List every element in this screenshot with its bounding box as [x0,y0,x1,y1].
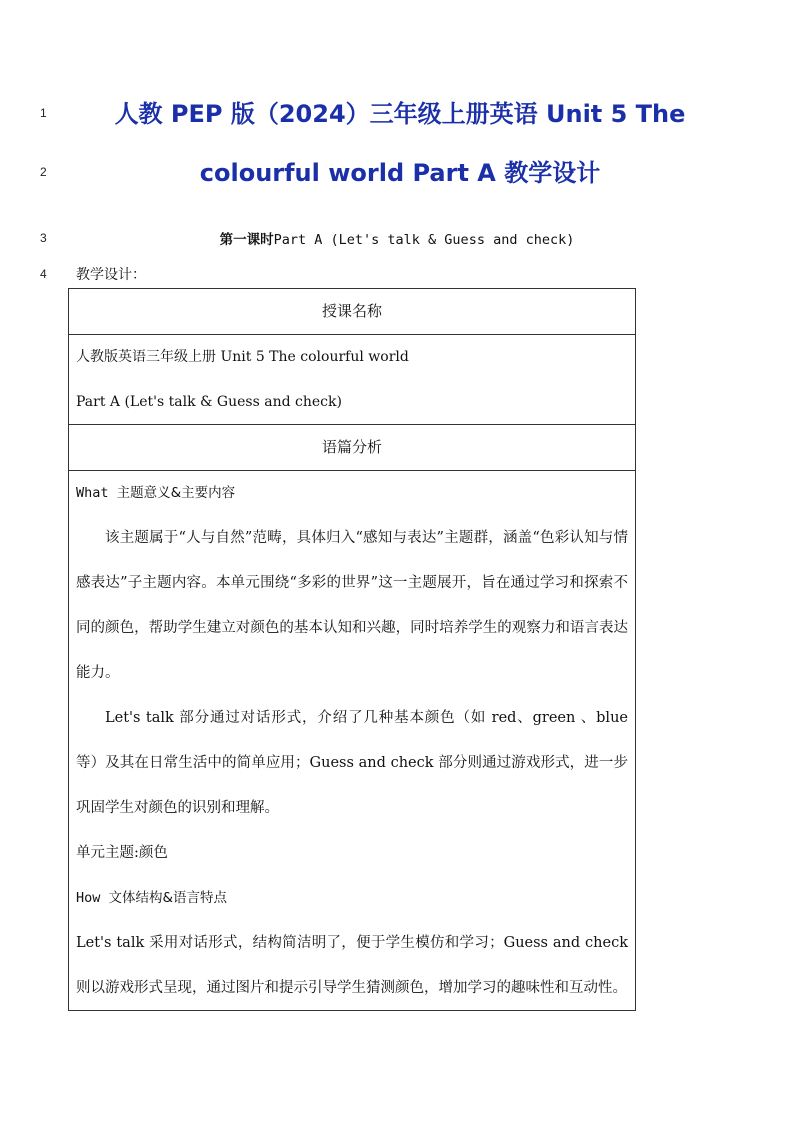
line-number: 1 [40,106,47,120]
text-analysis-cell [69,471,635,1011]
lesson-part: Part A (Let's talk & Guess and check) [273,232,575,248]
unit-theme: 单元主题:颜色 [76,845,168,861]
how-heading [76,876,628,921]
how-heading-zh: 文体结构&语言特点 [108,890,228,906]
what-heading-zh: 主题意义&主要内容 [116,485,236,501]
design-label: 教学设计： [76,267,146,283]
course-name-line-2: Part A (Let's talk & Guess and check) [76,394,342,410]
text-analysis-header: 语篇分析 [69,425,635,471]
course-name-cell [69,335,635,425]
line-number: 3 [40,231,47,245]
document-title-line-2: colourful world Part A 教学设计 [199,159,601,187]
line-number: 4 [40,267,47,281]
lesson-plan-table [68,288,636,1011]
lesson-subtitle [90,228,704,248]
theme-paragraph: 该主题属于“人与自然”范畴，具体归入“感知与表达”主题群，涵盖“色彩认知与情感表达”子主题内容。本单元围绕“多彩的世界”这一主题展开，旨在通过学习和探索不同的颜色，帮助学生建立对颜色的基本认知和兴趣，同时培养学生的观察力和语言表达能力。 [76,530,628,681]
document-title-line-1: 人教 PEP 版（2024）三年级上册英语 Unit 5 The [114,100,686,128]
line-number: 2 [40,165,47,179]
lesson-number: 第一课时 [219,232,274,248]
content-paragraph: Let's talk 部分通过对话形式，介绍了几种基本颜色（如 red、green 、blue 等）及其在日常生活中的简单应用；Guess and check 部分则通过游戏形式，进一步巩固学生对颜色的识别和理解。 [76,710,628,816]
structure-paragraph: Let's talk 采用对话形式，结构简洁明了，便于学生模仿和学习；Guess and check 则以游戏形式呈现，通过图片和提示引导学生猜测颜色，增加学习的趣味性和互动性。 [76,935,628,996]
course-name-line-1: 人教版英语三年级上册 Unit 5 The colourful world [76,349,409,365]
what-heading-en: What [76,485,117,501]
course-name-header: 授课名称 [69,289,635,335]
how-heading-en: How [76,890,109,906]
what-heading [76,471,628,516]
